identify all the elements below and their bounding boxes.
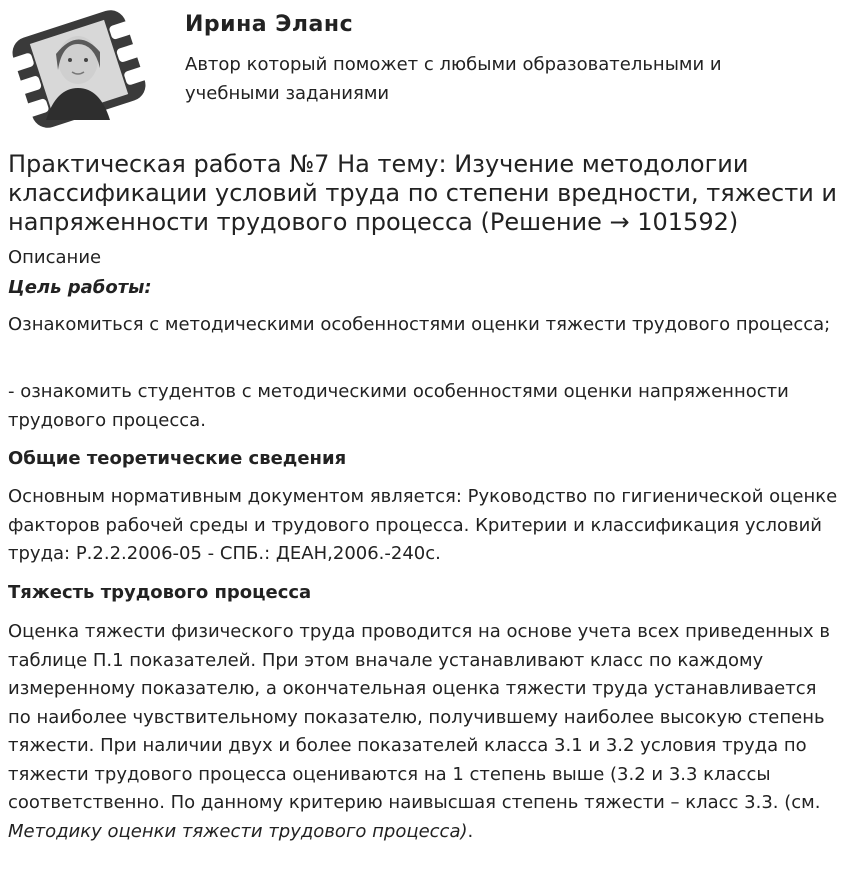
goal-item: - ознакомить студентов с методическими особенностями оценки напряженности трудового процесса. bbox=[8, 381, 789, 431]
heaviness-heading: Тяжесть трудового процесса bbox=[8, 582, 312, 603]
heaviness-text bbox=[8, 618, 842, 846]
author-avatar[interactable] bbox=[6, 8, 152, 130]
theory-heading: Общие теоретические сведения bbox=[8, 448, 347, 469]
theory-text: Основным нормативным документом является: Руководство по гигиенической оценке факторов рабочей среды и трудового процесса. Критерии и классификация условий труда: Р.2.2.2006-05 - СПБ.: ДЕАН,2006.-240с. bbox=[8, 486, 838, 564]
description-label: Описание bbox=[8, 247, 102, 268]
heaviness-text-body: Оценка тяжести физического труда проводится на основе учета всех приведенных в таблице П.1 показателей. При этом вначале устанавливают класс по каждому измеренному показателю, а окончательная оценка тяжести труда устанавливается по наиболее чувствительному показателю, получившему наиболее высокую степень тяжести. При наличии двух и более показателей класса 3.1 и 3.2 условия труда по тяжести трудового процесса оцениваются на 1 степень выше (3.2 и 3.3 классы соответственно. По данному критерию наивысшая степень тяжести – класс 3.3. (см. bbox=[8, 621, 830, 813]
film-frame-avatar-icon bbox=[6, 8, 152, 130]
author-name[interactable]: Ирина Эланс bbox=[185, 12, 354, 37]
heaviness-reference: Методику оценки тяжести трудового процесса) bbox=[8, 820, 468, 842]
heaviness-text-end: . bbox=[467, 820, 474, 842]
page-title: Практическая работа №7 На тему: Изучение методологии классификации условий труда по степени вредности, тяжести и напряженности трудового процесса (Решение → 101592) bbox=[8, 150, 838, 236]
author-card bbox=[0, 0, 847, 140]
goal-label: Цель работы: bbox=[8, 277, 152, 298]
author-description: Автор который поможет с любыми образовательными и учебными заданиями bbox=[185, 54, 722, 104]
goal-item: Ознакомиться с методическими особенностями оценки тяжести трудового процесса; bbox=[8, 314, 831, 335]
